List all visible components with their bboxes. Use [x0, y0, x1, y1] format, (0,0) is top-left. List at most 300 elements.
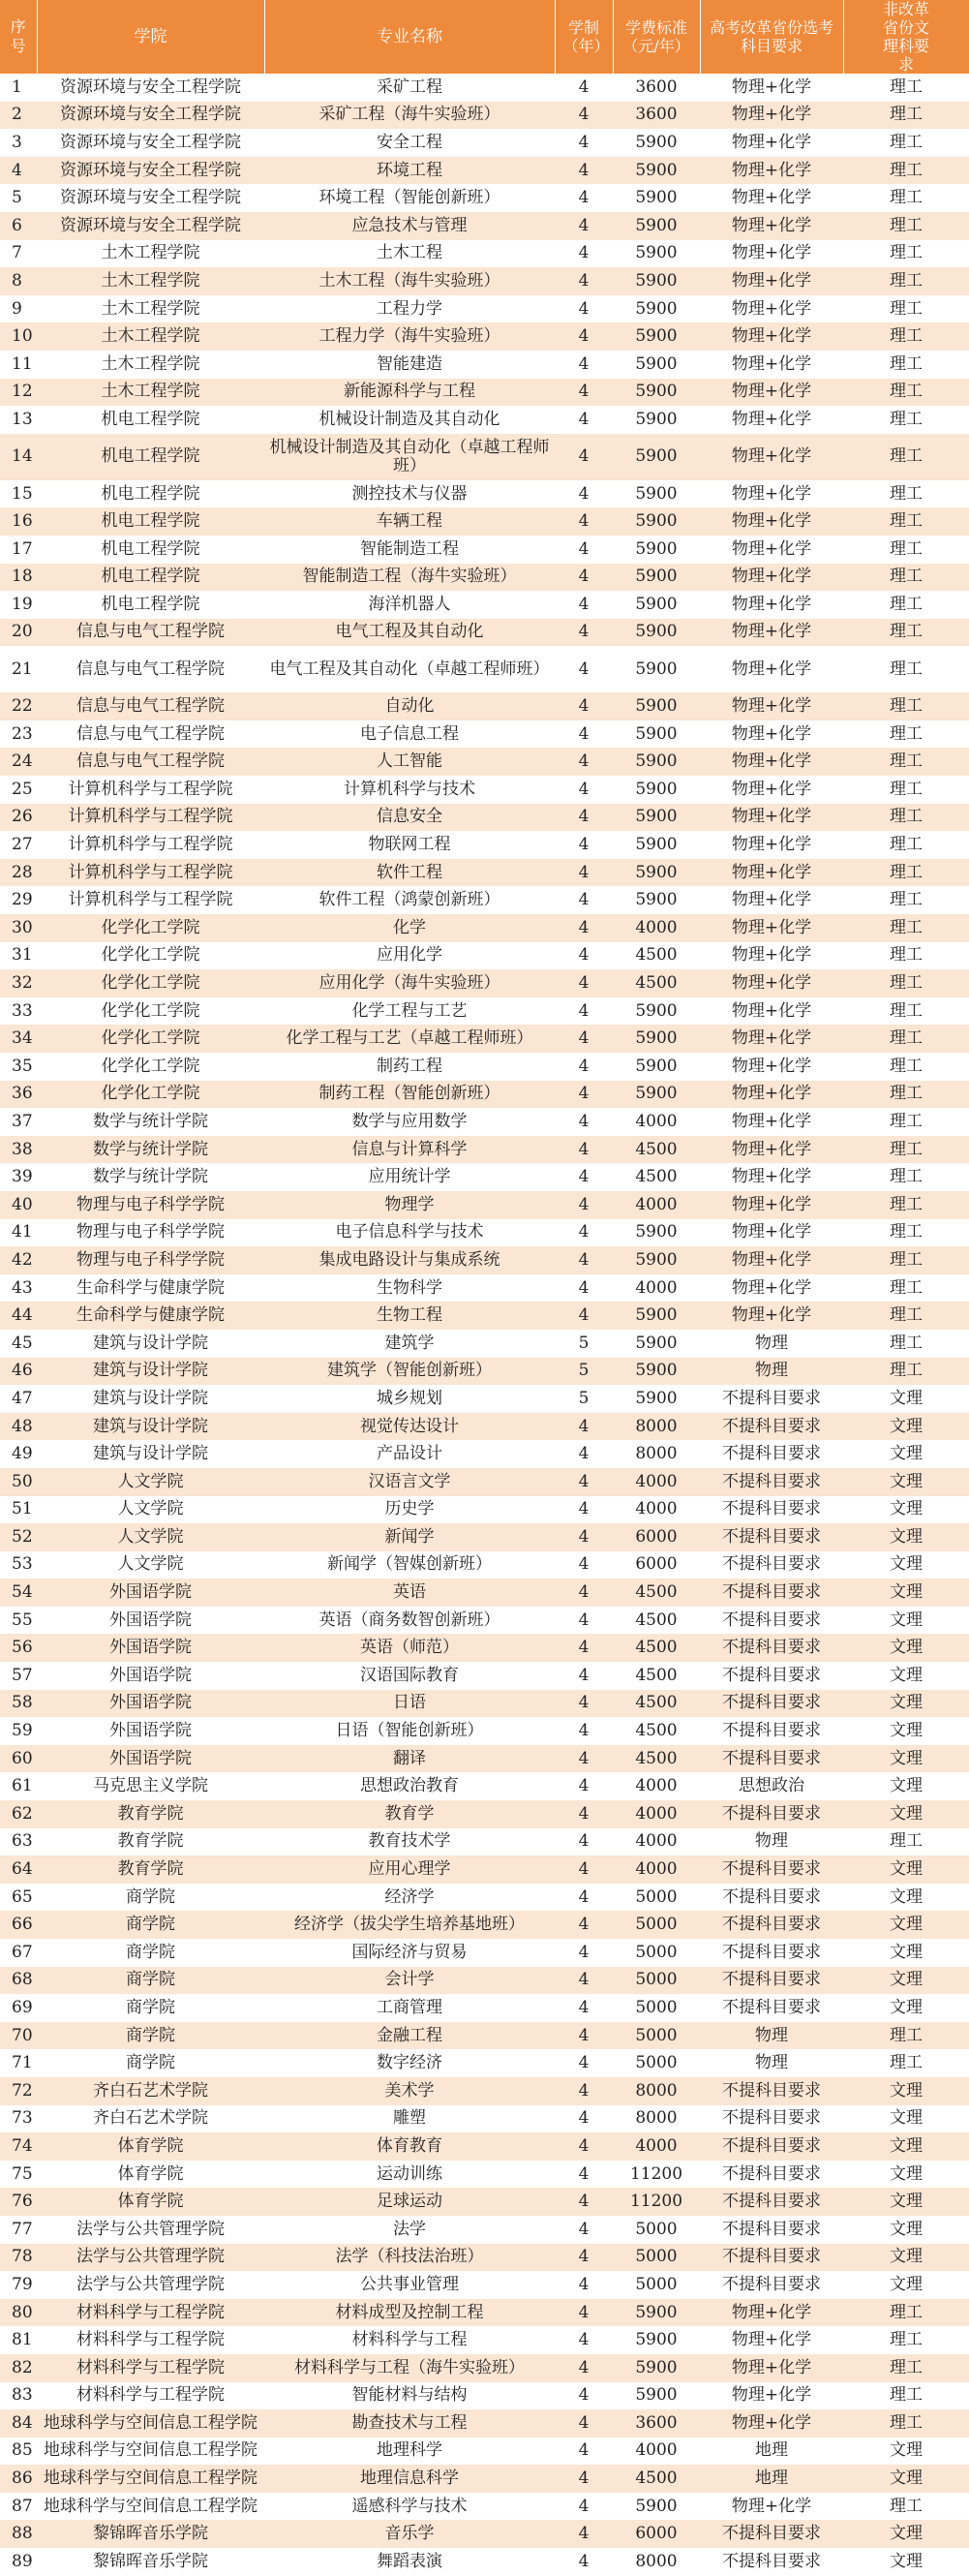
cell-seq: 51: [0, 1496, 37, 1524]
cell-seq: 27: [0, 831, 37, 859]
cell-seq: 44: [0, 1302, 37, 1330]
cell-track: 理工: [843, 2299, 969, 2327]
cell-major: 生物科学: [264, 1274, 555, 1303]
cell-duration: 4: [555, 1274, 613, 1303]
table-row: [0, 480, 969, 508]
cell-major: 机械设计制造及其自动化: [264, 406, 555, 434]
cell-seq: 47: [0, 1385, 37, 1413]
cell-track: 文理: [843, 1939, 969, 1967]
cell-track: 理工: [843, 1136, 969, 1164]
cell-subjects: 不提科目要求: [700, 1745, 843, 1773]
cell-college: 机电工程学院: [37, 564, 264, 592]
cell-duration: 4: [555, 1579, 613, 1607]
table-row: [0, 1855, 969, 1884]
cell-subjects: 物理+化学: [700, 969, 843, 997]
cell-major: 机械设计制造及其自动化（卓越工程师班）: [264, 434, 555, 480]
table-row: [0, 379, 969, 407]
cell-college: 信息与电气工程学院: [37, 619, 264, 647]
cell-seq: 49: [0, 1440, 37, 1468]
cell-track: 理工: [843, 480, 969, 508]
cell-fee: 5000: [613, 2244, 700, 2272]
cell-subjects: 不提科目要求: [700, 1690, 843, 1718]
cell-track: 理工: [843, 591, 969, 619]
cell-track: 文理: [843, 1690, 969, 1718]
table-row: [0, 184, 969, 212]
cell-fee: 4000: [613, 2438, 700, 2466]
cell-college: 材料科学与工程学院: [37, 2299, 264, 2327]
cell-subjects: 不提科目要求: [700, 2161, 843, 2189]
table-row: [0, 295, 969, 323]
cell-subjects: 物理+化学: [700, 619, 843, 647]
cell-seq: 74: [0, 2132, 37, 2161]
cell-duration: 4: [555, 2049, 613, 2077]
cell-duration: 4: [555, 1855, 613, 1884]
cell-track: 理工: [843, 1219, 969, 1247]
cell-track: 理工: [843, 129, 969, 157]
cell-track: 理工: [843, 859, 969, 887]
cell-seq: 53: [0, 1551, 37, 1579]
cell-duration: 4: [555, 2216, 613, 2244]
cell-seq: 24: [0, 748, 37, 776]
cell-duration: 5: [555, 1358, 613, 1386]
cell-major: 英语（商务数智创新班）: [264, 1607, 555, 1635]
cell-fee: 5900: [613, 240, 700, 268]
cell-fee: 5000: [613, 1884, 700, 1912]
table-row: [0, 240, 969, 268]
cell-major: 物理学: [264, 1191, 555, 1219]
cell-college: 土木工程学院: [37, 351, 264, 379]
cell-subjects: 不提科目要求: [700, 2077, 843, 2105]
cell-seq: 54: [0, 1579, 37, 1607]
cell-fee: 5900: [613, 1385, 700, 1413]
cell-seq: 83: [0, 2382, 37, 2410]
table-row: [0, 2105, 969, 2133]
cell-major: 工商管理: [264, 1994, 555, 2022]
cell-track: 文理: [843, 1994, 969, 2022]
cell-track: 理工: [843, 1163, 969, 1191]
table-row: [0, 2049, 969, 2077]
table-row: [0, 1579, 969, 1607]
cell-subjects: 不提科目要求: [700, 1496, 843, 1524]
cell-track: 理工: [843, 1302, 969, 1330]
cell-subjects: 不提科目要求: [700, 1385, 843, 1413]
table-row: [0, 1302, 969, 1330]
cell-seq: 68: [0, 1967, 37, 1995]
cell-college: 计算机科学与工程学院: [37, 776, 264, 804]
cell-fee: 5900: [613, 2382, 700, 2410]
cell-duration: 4: [555, 646, 613, 692]
cell-track: 理工: [843, 776, 969, 804]
cell-college: 体育学院: [37, 2132, 264, 2161]
table-row: [0, 1523, 969, 1551]
cell-subjects: 物理+化学: [700, 2299, 843, 2327]
cell-fee: 5900: [613, 379, 700, 407]
cell-subjects: 不提科目要求: [700, 2132, 843, 2161]
cell-duration: 4: [555, 969, 613, 997]
cell-track: 文理: [843, 1855, 969, 1884]
cell-fee: 8000: [613, 2105, 700, 2133]
cell-major: 海洋机器人: [264, 591, 555, 619]
cell-college: 计算机科学与工程学院: [37, 831, 264, 859]
cell-fee: 5900: [613, 212, 700, 240]
cell-duration: 4: [555, 2188, 613, 2216]
cell-duration: 4: [555, 1967, 613, 1995]
cell-college: 建筑与设计学院: [37, 1413, 264, 1441]
cell-track: 理工: [843, 831, 969, 859]
cell-seq: 14: [0, 434, 37, 480]
table-row: [0, 1358, 969, 1386]
cell-fee: 5900: [613, 507, 700, 536]
cell-fee: 5900: [613, 619, 700, 647]
cell-seq: 75: [0, 2161, 37, 2189]
cell-seq: 60: [0, 1745, 37, 1773]
cell-college: 商学院: [37, 1994, 264, 2022]
cell-subjects: 物理+化学: [700, 1108, 843, 1136]
cell-fee: 5000: [613, 1911, 700, 1939]
cell-track: 理工: [843, 536, 969, 564]
cell-major: 数字经济: [264, 2049, 555, 2077]
cell-duration: 4: [555, 997, 613, 1026]
cell-duration: 4: [555, 379, 613, 407]
cell-subjects: 物理+化学: [700, 591, 843, 619]
cell-subjects: 不提科目要求: [700, 1413, 843, 1441]
cell-major: 材料科学与工程（海牛实验班）: [264, 2354, 555, 2382]
cell-duration: 4: [555, 1302, 613, 1330]
cell-seq: 52: [0, 1523, 37, 1551]
cell-seq: 62: [0, 1800, 37, 1828]
cell-track: 文理: [843, 1607, 969, 1635]
cell-major: 材料科学与工程: [264, 2326, 555, 2354]
cell-college: 外国语学院: [37, 1607, 264, 1635]
cell-track: 文理: [843, 1911, 969, 1939]
cell-duration: 4: [555, 942, 613, 970]
table-row: [0, 74, 969, 102]
cell-track: 理工: [843, 184, 969, 212]
cell-duration: 4: [555, 1745, 613, 1773]
cell-seq: 81: [0, 2326, 37, 2354]
cell-track: 理工: [843, 1358, 969, 1386]
cell-subjects: 物理+化学: [700, 1136, 843, 1164]
cell-subjects: 物理+化学: [700, 776, 843, 804]
cell-track: 文理: [843, 2188, 969, 2216]
table-header: [0, 0, 969, 74]
cell-subjects: 物理+化学: [700, 692, 843, 721]
cell-track: 理工: [843, 157, 969, 185]
cell-major: 日语: [264, 1690, 555, 1718]
table-row: [0, 2520, 969, 2548]
cell-track: 文理: [843, 2132, 969, 2161]
cell-seq: 19: [0, 591, 37, 619]
cell-fee: 4000: [613, 2132, 700, 2161]
cell-college: 外国语学院: [37, 1634, 264, 1662]
cell-subjects: 物理+化学: [700, 914, 843, 942]
cell-track: 理工: [843, 2022, 969, 2050]
cell-fee: 4000: [613, 1800, 700, 1828]
cell-fee: 5900: [613, 1081, 700, 1109]
cell-subjects: 物理+化学: [700, 480, 843, 508]
table-row: [0, 646, 969, 692]
cell-duration: 4: [555, 748, 613, 776]
cell-seq: 71: [0, 2049, 37, 2077]
cell-major: 舞蹈表演: [264, 2548, 555, 2576]
cell-seq: 28: [0, 859, 37, 887]
cell-fee: 5000: [613, 2022, 700, 2050]
cell-major: 智能材料与结构: [264, 2382, 555, 2410]
table-row: [0, 2382, 969, 2410]
cell-track: 文理: [843, 1385, 969, 1413]
cell-track: 文理: [843, 1772, 969, 1800]
cell-college: 资源环境与安全工程学院: [37, 157, 264, 185]
cell-college: 土木工程学院: [37, 267, 264, 295]
cell-fee: 4000: [613, 1828, 700, 1856]
cell-subjects: 不提科目要求: [700, 1911, 843, 1939]
cell-seq: 65: [0, 1884, 37, 1912]
cell-seq: 39: [0, 1163, 37, 1191]
cell-college: 建筑与设计学院: [37, 1385, 264, 1413]
cell-major: 土木工程: [264, 240, 555, 268]
header-subjects: 高考改革省份选考科目要求: [700, 0, 843, 74]
cell-seq: 29: [0, 886, 37, 914]
cell-duration: 4: [555, 1994, 613, 2022]
cell-seq: 26: [0, 804, 37, 832]
cell-subjects: 物理+化学: [700, 2326, 843, 2354]
cell-track: 文理: [843, 2548, 969, 2576]
cell-subjects: 物理+化学: [700, 434, 843, 480]
cell-seq: 6: [0, 212, 37, 240]
cell-major: 国际经济与贸易: [264, 1939, 555, 1967]
cell-subjects: 物理+化学: [700, 1081, 843, 1109]
cell-seq: 36: [0, 1081, 37, 1109]
cell-seq: 37: [0, 1108, 37, 1136]
cell-seq: 55: [0, 1607, 37, 1635]
cell-seq: 50: [0, 1468, 37, 1496]
cell-college: 计算机科学与工程学院: [37, 859, 264, 887]
cell-major: 历史学: [264, 1496, 555, 1524]
cell-duration: 4: [555, 1081, 613, 1109]
cell-major: 运动训练: [264, 2161, 555, 2189]
cell-fee: 5900: [613, 267, 700, 295]
cell-track: 理工: [843, 507, 969, 536]
cell-fee: 5000: [613, 1994, 700, 2022]
cell-fee: 5000: [613, 2049, 700, 2077]
cell-track: 文理: [843, 1440, 969, 1468]
cell-track: 理工: [843, 295, 969, 323]
cell-track: 理工: [843, 2382, 969, 2410]
cell-track: 文理: [843, 2465, 969, 2493]
table-row: [0, 102, 969, 130]
cell-college: 马克思主义学院: [37, 1772, 264, 1800]
cell-duration: 4: [555, 2077, 613, 2105]
cell-major: 物联网工程: [264, 831, 555, 859]
cell-track: 文理: [843, 1413, 969, 1441]
table-row: [0, 406, 969, 434]
cell-major: 电气工程及其自动化（卓越工程师班）: [264, 646, 555, 692]
cell-major: 集成电路设计与集成系统: [264, 1246, 555, 1274]
table-row: [0, 1440, 969, 1468]
cell-major: 法学: [264, 2216, 555, 2244]
cell-track: 理工: [843, 942, 969, 970]
cell-duration: 4: [555, 2161, 613, 2189]
cell-subjects: 物理+化学: [700, 1219, 843, 1247]
cell-subjects: 物理+化学: [700, 721, 843, 749]
table-row: [0, 776, 969, 804]
table-row: [0, 2271, 969, 2299]
cell-major: 信息安全: [264, 804, 555, 832]
cell-major: 电子信息工程: [264, 721, 555, 749]
cell-fee: 4000: [613, 914, 700, 942]
cell-college: 商学院: [37, 2049, 264, 2077]
cell-fee: 4500: [613, 2465, 700, 2493]
cell-college: 信息与电气工程学院: [37, 748, 264, 776]
cell-track: 理工: [843, 619, 969, 647]
cell-fee: 5900: [613, 295, 700, 323]
cell-duration: 4: [555, 1413, 613, 1441]
cell-duration: 4: [555, 2354, 613, 2382]
cell-duration: 4: [555, 1468, 613, 1496]
cell-seq: 33: [0, 997, 37, 1026]
cell-subjects: 物理: [700, 1330, 843, 1358]
cell-duration: 5: [555, 1330, 613, 1358]
cell-seq: 80: [0, 2299, 37, 2327]
cell-duration: 4: [555, 619, 613, 647]
table-row: [0, 564, 969, 592]
cell-major: 制药工程（智能创新班）: [264, 1081, 555, 1109]
table-row: [0, 1053, 969, 1081]
table-row: [0, 129, 969, 157]
cell-college: 商学院: [37, 2022, 264, 2050]
cell-seq: 13: [0, 406, 37, 434]
cell-fee: 5000: [613, 2216, 700, 2244]
cell-fee: 4500: [613, 942, 700, 970]
cell-track: 理工: [843, 2493, 969, 2521]
table-row: [0, 1607, 969, 1635]
cell-fee: 4000: [613, 1108, 700, 1136]
cell-fee: 5900: [613, 721, 700, 749]
cell-major: 地理信息科学: [264, 2465, 555, 2493]
cell-fee: 5900: [613, 406, 700, 434]
cell-college: 外国语学院: [37, 1579, 264, 1607]
cell-major: 环境工程（智能创新班）: [264, 184, 555, 212]
cell-seq: 38: [0, 1136, 37, 1164]
cell-duration: 4: [555, 2382, 613, 2410]
table-row: [0, 748, 969, 776]
cell-major: 电子信息科学与技术: [264, 1219, 555, 1247]
table-row: [0, 1828, 969, 1856]
cell-major: 应急技术与管理: [264, 212, 555, 240]
cell-seq: 5: [0, 184, 37, 212]
cell-major: 材料成型及控制工程: [264, 2299, 555, 2327]
cell-seq: 32: [0, 969, 37, 997]
table-row: [0, 1163, 969, 1191]
cell-subjects: 不提科目要求: [700, 1939, 843, 1967]
cell-college: 资源环境与安全工程学院: [37, 74, 264, 102]
cell-college: 教育学院: [37, 1800, 264, 1828]
cell-fee: 8000: [613, 1413, 700, 1441]
cell-college: 信息与电气工程学院: [37, 692, 264, 721]
cell-college: 地球科学与空间信息工程学院: [37, 2465, 264, 2493]
cell-track: 理工: [843, 434, 969, 480]
cell-duration: 4: [555, 721, 613, 749]
cell-fee: 5000: [613, 1967, 700, 1995]
cell-major: 公共事业管理: [264, 2271, 555, 2299]
header-duration: 学制（年）: [555, 0, 613, 74]
cell-track: 理工: [843, 748, 969, 776]
cell-fee: 5900: [613, 157, 700, 185]
cell-major: 经济学（拔尖学生培养基地班）: [264, 1911, 555, 1939]
cell-track: 理工: [843, 2326, 969, 2354]
cell-subjects: 物理+化学: [700, 1274, 843, 1303]
cell-fee: 5900: [613, 859, 700, 887]
cell-seq: 76: [0, 2188, 37, 2216]
cell-major: 经济学: [264, 1884, 555, 1912]
cell-duration: 4: [555, 434, 613, 480]
cell-college: 数学与统计学院: [37, 1108, 264, 1136]
cell-subjects: 物理+化学: [700, 1053, 843, 1081]
table-row: [0, 1745, 969, 1773]
cell-track: 理工: [843, 240, 969, 268]
cell-track: 理工: [843, 1274, 969, 1303]
table-row: [0, 267, 969, 295]
cell-duration: 4: [555, 1108, 613, 1136]
table-row: [0, 831, 969, 859]
cell-fee: 11200: [613, 2161, 700, 2189]
cell-seq: 25: [0, 776, 37, 804]
cell-fee: 5900: [613, 748, 700, 776]
cell-seq: 70: [0, 2022, 37, 2050]
cell-duration: 5: [555, 1385, 613, 1413]
cell-college: 信息与电气工程学院: [37, 721, 264, 749]
cell-track: 文理: [843, 1745, 969, 1773]
cell-duration: 4: [555, 1025, 613, 1053]
cell-duration: 4: [555, 591, 613, 619]
cell-duration: 4: [555, 1772, 613, 1800]
cell-major: 遥感科学与技术: [264, 2493, 555, 2521]
cell-fee: 5900: [613, 591, 700, 619]
table-row: [0, 2409, 969, 2438]
cell-fee: 5900: [613, 184, 700, 212]
cell-seq: 88: [0, 2520, 37, 2548]
cell-major: 体育教育: [264, 2132, 555, 2161]
cell-track: 理工: [843, 969, 969, 997]
header-college: 学院: [37, 0, 264, 74]
cell-fee: 4000: [613, 1468, 700, 1496]
cell-seq: 63: [0, 1828, 37, 1856]
table-row: [0, 2465, 969, 2493]
table-row: [0, 1025, 969, 1053]
table-row: [0, 1108, 969, 1136]
cell-college: 人文学院: [37, 1468, 264, 1496]
cell-major: 电气工程及其自动化: [264, 619, 555, 647]
cell-college: 法学与公共管理学院: [37, 2271, 264, 2299]
cell-subjects: 不提科目要求: [700, 2548, 843, 2576]
cell-duration: 4: [555, 2271, 613, 2299]
cell-seq: 58: [0, 1690, 37, 1718]
cell-duration: 4: [555, 184, 613, 212]
table-row: [0, 1081, 969, 1109]
table-row: [0, 2493, 969, 2521]
header-major: 专业名称: [264, 0, 555, 74]
table-row: [0, 1800, 969, 1828]
cell-subjects: 物理: [700, 2022, 843, 2050]
cell-fee: 6000: [613, 1551, 700, 1579]
cell-seq: 21: [0, 646, 37, 692]
table-row: [0, 1191, 969, 1219]
cell-duration: 4: [555, 322, 613, 351]
table-row: [0, 351, 969, 379]
cell-college: 外国语学院: [37, 1662, 264, 1690]
cell-college: 机电工程学院: [37, 480, 264, 508]
table-row: [0, 2354, 969, 2382]
